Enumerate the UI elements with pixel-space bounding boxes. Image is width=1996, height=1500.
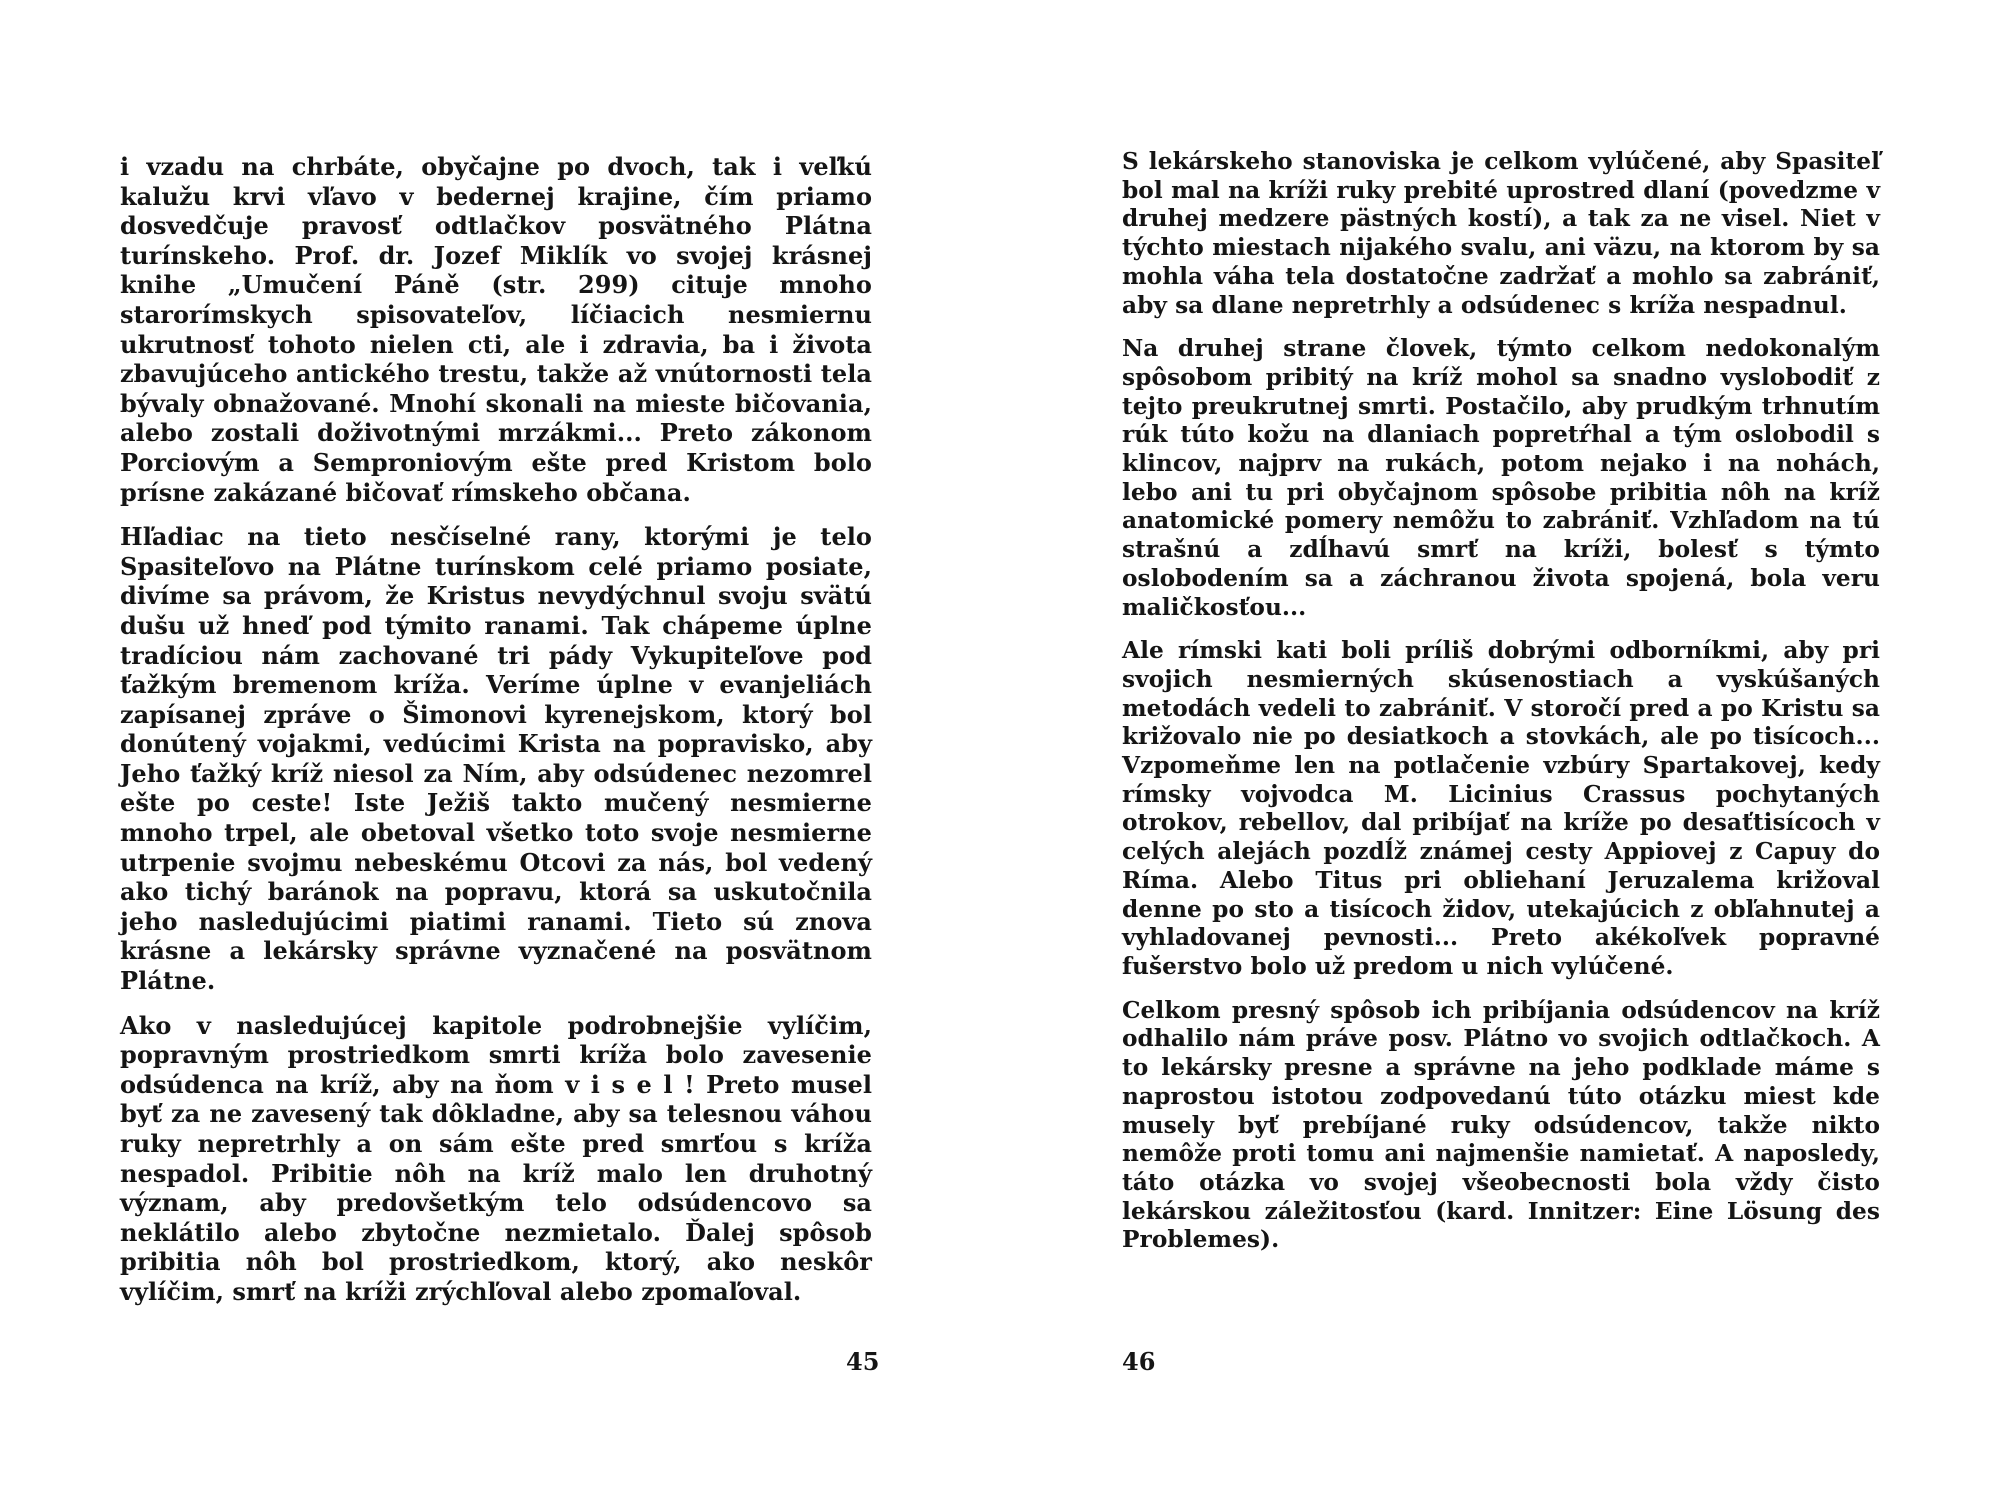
paragraph: Ako v nasledujúcej kapitole podrobnejšie vylíčim, popravným prostriedkom smrti kríža bolo zavesenie odsúdenca na kríž, aby na ňom v i s e l ! Preto musel byť za ne zavesený tak dôkladne, aby sa telesnou váhou ruky nepretrhly a on sám ešte pred smrťou s kríža nespadol. Pribitie nôh na kríž malo len druhotný význam, aby predovšetkým telo odsúdencovo sa neklátilo alebo zbytočne nezmietalo. Ďalej spôsob pribitia nôh bol prostriedkom, ktorý, ako neskôr vylíčim, smrť na kríži zrýchľoval alebo zpomaľoval. xyxy=(120,1010,872,1306)
paragraph: Hľadiac na tieto nesčíselné rany, ktorými je telo Spasiteľovo na Plátne turínskom celé priamo posiate, divíme sa právom, že Kristus nevydýchnul svoju svätú dušu už hneď pod týmito ranami. Tak chápeme úplne tradíciou nám zachované tri pády Vykupiteľove pod ťažkým bremenom kríža. Veríme úplne v evanjeliách zapísanej zpráve o Šimonovi kyrenejskom, ktorý bol donútený vojakmi, vedúcimi Krista na popravisko, aby Jeho ťažký kríž niesol za Ním, aby odsúdenec nezomrel ešte po ceste! Iste Ježiš takto mučený nesmierne mnoho trpel, ale obetoval všetko toto svoje nesmierne utrpenie svojmu nebeskému Otcovi za nás, bol vedený ako tichý baránok na popravu, ktorá sa uskutočnila jeho nasledujúcimi piatimi ranami. Tieto sú znova krásne a lekársky správne vyznačené na posvätnom Plátne. xyxy=(120,522,872,996)
paragraph: Ale rímski kati boli príliš dobrými odborníkmi, aby pri svojich nesmierných skúsenostiach a vyskúšaných metodách vedeli to zabrániť. V storočí pred a po Kristu sa križovalo nie po desiatkoch a stovkách, ale po tisícoch... Vzpomeňme len na potlačenie vzbúry Spartakovej, kedy rímsky vojvodca M. Licinius Crassus pochytaných otrokov, rebellov, dal pribíjať na kríže po desaťtisícoch v celých alejách pozdĺž známej cesty Appiovej z Capuy do Ríma. Alebo Titus pri obliehaní Jeruzalema križoval denne po sto a tisícoch židov, utekajúcich z obľahnutej a vyhladovanej pevnosti... Preto akékoľvek popravné fušerstvo bolo už predom u nich vylúčené. xyxy=(1122,637,1880,980)
right-page-text xyxy=(1122,148,1880,1255)
paragraph: Na druhej strane človek, týmto celkom nedokonalým spôsobom pribitý na kríž mohol sa snadno vyslobodiť z tejto preukrutnej smrti. Postačilo, aby prudkým trhnutím rúk túto kožu na dlaniach popretŕhal a tým oslobodil s klincov, najprv na rukách, potom nejako i na nohách, lebo ani tu pri obyčajnom spôsobe pribitia nôh na kríž anatomické pomery nemôžu to zabrániť. Vzhľadom na tú strašnú a zdĺhavú smrť na kríži, bolesť s týmto oslobodením sa a záchranou života spojená, bola veru maličkosťou... xyxy=(1122,335,1880,621)
right-page xyxy=(998,0,1996,1500)
page-number: 45 xyxy=(846,1347,880,1376)
paragraph: S lekárskeho stanoviska je celkom vylúčené, aby Spasiteľ bol mal na kríži ruky prebité uprostred dlaní (povedzme v druhej medzere pästných kostí), a tak za ne visel. Niet v týchto miestach nijakého svalu, ani väzu, na ktorom by sa mohla váha tela dostatočne zadržať a mohlo sa zabrániť, aby sa dlane nepretrhly a odsúdenec s kríža nespadnul. xyxy=(1122,148,1880,319)
left-page-text xyxy=(120,152,872,1307)
paragraph: Celkom presný spôsob ich pribíjania odsúdencov na kríž odhalilo nám práve posv. Plátno vo svojich odtlačkoch. A to lekársky presne a správne na jeho podklade máme s naprostou istotou zodpovedanú túto otázku miest kde musely byť prebíjané ruky odsúdencov, takže nikto nemôže proti tomu ani najmenšie namietať. A naposledy, táto otázka vo svojej všeobecnosti bola vždy čisto lekárskou záležitosťou (kard. Innitzer: Eine Lösung des Problemes). xyxy=(1122,996,1880,1254)
paragraph: i vzadu na chrbáte, obyčajne po dvoch, tak i veľkú kalužu krvi vľavo v bedernej krajine, čím priamo dosvedčuje pravosť odtlačkov posvätného Plátna turínskeho. Prof. dr. Jozef Miklík vo svojej krásnej knihe „Umučení Páně (str. 299) cituje mnoho starorímskych spisovateľov, líčiacich nesmiernu ukrutnosť tohoto nielen cti, ale i zdravia, ba i života zbavujúceho antického trestu, takže až vnútornosti tela bývaly obnažované. Mnohí skonali na mieste bičovania, alebo zostali doživotnými mrzákmi... Preto zákonom Porciovým a Semproniovým ešte pred Kristom bolo prísne zakázané bičovať rímskeho občana. xyxy=(120,152,872,507)
page-number: 46 xyxy=(1122,1347,1156,1376)
